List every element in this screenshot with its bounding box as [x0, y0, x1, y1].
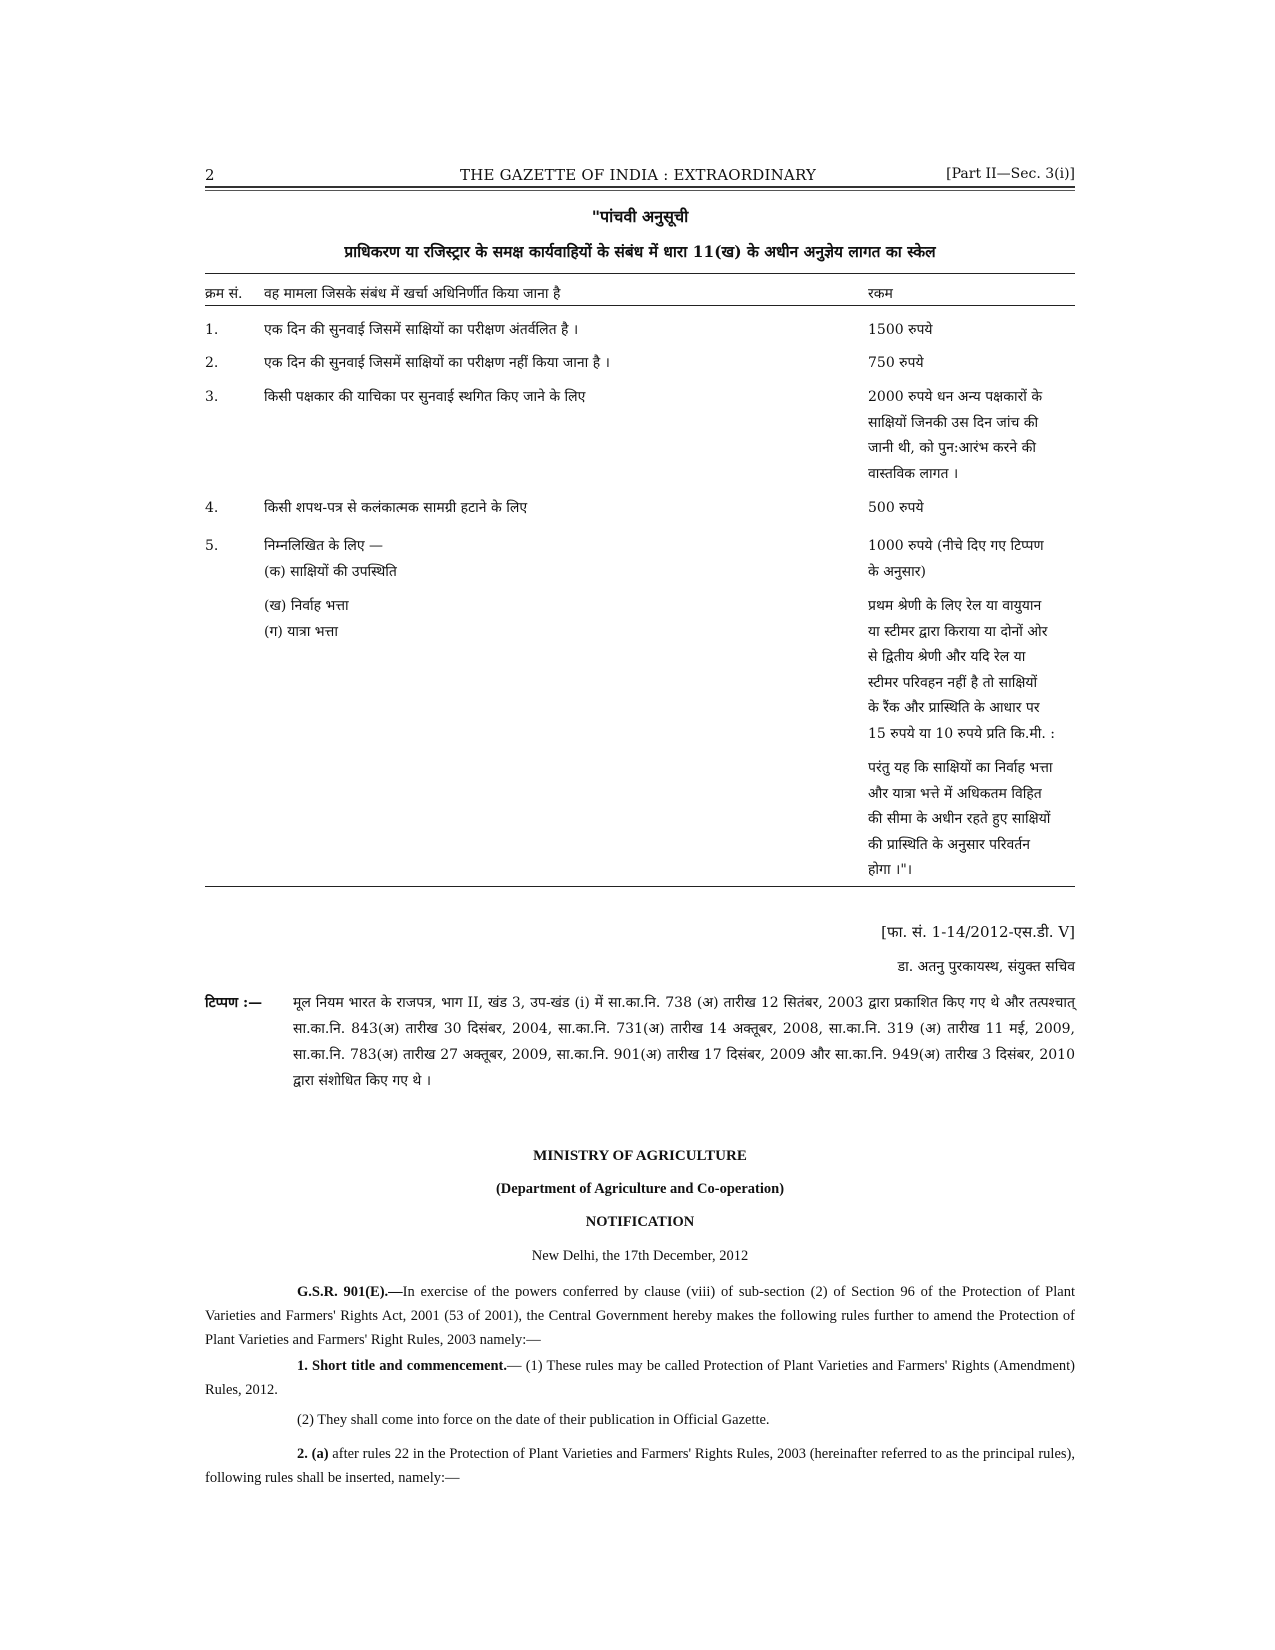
rule-2-paragraph	[205, 1442, 1075, 1490]
rule-1-paragraph	[205, 1354, 1075, 1402]
notification-heading: NOTIFICATION	[585, 1214, 695, 1230]
gsr-paragraph	[205, 1280, 1075, 1352]
row-5-matter-line: (क) साक्षियों की उपस्थिति	[264, 563, 397, 580]
page-header	[205, 166, 1075, 188]
proviso-line: की सीमा के अधीन रहते हुए साक्षियों	[868, 811, 1051, 827]
header-rule	[205, 186, 1075, 191]
row-5b-amount-line: से द्वितीय श्रेणी और यदि रेल या	[868, 649, 1026, 665]
table-top-rule	[205, 273, 1075, 274]
row-3-amount-line: वास्तविक लागत ।	[868, 465, 959, 482]
schedule-subtitle: प्राधिकरण या रजिस्ट्रार के समक्ष कार्यवाहियों के संबंध में धारा 11(ख) के अधीन अनुज्ञेय लागत का स्केल	[344, 242, 936, 261]
ministry-heading: MINISTRY OF AGRICULTURE	[533, 1148, 747, 1164]
file-number: [फा. सं. 1-14/2012-एस.डी. V]	[881, 923, 1075, 941]
row-5-amount	[868, 534, 1073, 585]
row-5-matter-line: निम्नलिखित के लिए —	[264, 538, 384, 554]
row-4-matter: किसी शपथ-पत्र से कलंकात्मक सामग्री हटाने के लिए	[264, 500, 528, 516]
row-1-matter: एक दिन की सुनवाई जिसमें साक्षियों का परीक्षण अंतर्वलित है ।	[264, 322, 579, 338]
gazette-title: THE GAZETTE OF INDIA : EXTRAORDINARY	[460, 166, 817, 184]
col-header-matter: वह मामला जिसके संबंध में खर्चा अधिनिर्णीत किया जाना है	[264, 286, 561, 302]
row-1-amount: 1500 रुपये	[868, 322, 933, 338]
signatory: डा. अतनु पुरकायस्थ, संयुक्त सचिव	[897, 959, 1075, 975]
row-3-amount-line: 2000 रुपये धन अन्य पक्षकारों के	[868, 389, 1043, 405]
row-5-matter	[264, 534, 824, 585]
col-header-sno: क्रम सं.	[205, 286, 243, 302]
row-5b-amount-line: प्रथम श्रेणी के लिए रेल या वायुयान	[868, 598, 1042, 614]
date-line: New Delhi, the 17th December, 2012	[531, 1248, 749, 1264]
part-section: [Part II—Sec. 3(i)]	[946, 166, 1075, 182]
row-5b-amount-line: 15 रुपये या 10 रुपये प्रति कि.मी. :	[868, 725, 1055, 742]
row-3-amount-line: जानी थी, को पुन:आरंभ करने की	[868, 440, 1037, 456]
row-5b-amount-line: के रैंक और प्रास्थिति के आधार पर	[868, 700, 1040, 716]
row-3-amount	[868, 385, 1073, 487]
rule-1-text: — (1) These rules may be called Protection of Plant Varieties and Farmers' Rights (Amendment) Rules, 2012.	[205, 1358, 1075, 1398]
table-bottom-rule	[205, 886, 1075, 887]
proviso-line: परंतु यह कि साक्षियों का निर्वाह भत्ता	[868, 760, 1053, 776]
rule-2-label: 2. (a)	[297, 1446, 329, 1462]
table-header-rule	[205, 305, 1075, 306]
gsr-label: G.S.R. 901(E).—	[297, 1284, 403, 1300]
rule-2-text: after rules 22 in the Protection of Plant Varieties and Farmers' Rights Rules, 2003 (hereinafter referred to as the principal rules), following rules shall be inserted, namely:—	[205, 1446, 1075, 1486]
row-3-sno: 3.	[205, 389, 219, 405]
proviso-line: की प्रास्थिति के अनुसार परिवर्तन	[868, 836, 1030, 853]
row-2-amount: 750 रुपये	[868, 355, 924, 371]
row-3-amount-line: साक्षियों जिनकी उस दिन जांच की	[868, 414, 1039, 431]
row-5b-amount-line: या स्टीमर द्वारा किराया या दोनों ओर	[868, 623, 1048, 640]
row-5b-matter-line: (ग) यात्रा भत्ता	[264, 623, 338, 640]
row-5-amount-line: 1000 रुपये (नीचे दिए गए टिप्पण	[868, 538, 1044, 554]
page-number: 2	[205, 166, 215, 184]
col-header-amount: रकम	[868, 286, 893, 302]
note-text: मूल नियम भारत के राजपत्र, भाग II, खंड 3, उप-खंड (i) में सा.का.नि. 738 (अ) तारीख 12 सितंबर, 2003 द्वारा प्रकाशित किए गए थे और तत्पश्चात् सा.का.नि. 843(अ) तारीख 30 दिसंबर, 2004, सा.का.नि. 731(अ) तारीख 14 अक्तूबर, 2008, सा.का.नि. 319 (अ) तारीख 11 मई, 2009, सा.का.नि. 783(अ) तारीख 27 अक्तूबर, 2009, सा.का.नि. 901(अ) तारीख 17 दिसंबर, 2009 और सा.का.नि. 949(अ) तारीख 3 दिसंबर, 2010 द्वारा संशोधित किए गए थे ।	[293, 995, 1075, 1089]
row-2-sno: 2.	[205, 355, 219, 371]
rule-1-2-paragraph: (2) They shall come into force on the date of their publication in Official Gazette.	[297, 1412, 770, 1428]
row-5-sno: 5.	[205, 538, 219, 554]
row-1-sno: 1.	[205, 322, 219, 338]
note-label: टिप्पण :—	[205, 995, 263, 1011]
proviso-line: और यात्रा भत्ते में अधिकतम विहित	[868, 785, 1042, 802]
row-5b-amount-line: स्टीमर परिवहन नहीं है तो साक्षियों	[868, 674, 1038, 691]
rule-1-label: 1. Short title and commencement.	[297, 1358, 508, 1374]
row-2-matter: एक दिन की सुनवाई जिसमें साक्षियों का परीक्षण नहीं किया जाना है ।	[264, 355, 610, 371]
row-4-sno: 4.	[205, 500, 219, 516]
gsr-text: In exercise of the powers conferred by clause (viii) of sub-section (2) of Section 96 of the Protection of Plant Varieties and Farmers' Rights Act, 2001 (53 of 2001), the Central Government hereby makes the following rules further to amend the Protection of Plant Varieties and Farmers' Right Rules, 2003 namely:—	[205, 1284, 1075, 1348]
department-heading: (Department of Agriculture and Co-operation)	[495, 1181, 785, 1197]
row-3-matter: किसी पक्षकार की याचिका पर सुनवाई स्थगित किए जाने के लिए	[264, 389, 586, 405]
row-5b-matter	[264, 594, 824, 645]
row-4-amount: 500 रुपये	[868, 500, 924, 516]
proviso-amount	[868, 756, 1073, 884]
row-5b-matter-line: (ख) निर्वाह भत्ता	[264, 598, 349, 614]
row-5-amount-line: के अनुसार)	[868, 563, 926, 580]
schedule-title: "पांचवी अनुसूची	[591, 207, 689, 226]
proviso-line: होगा ।"।	[868, 862, 913, 878]
row-5b-amount	[868, 594, 1073, 747]
